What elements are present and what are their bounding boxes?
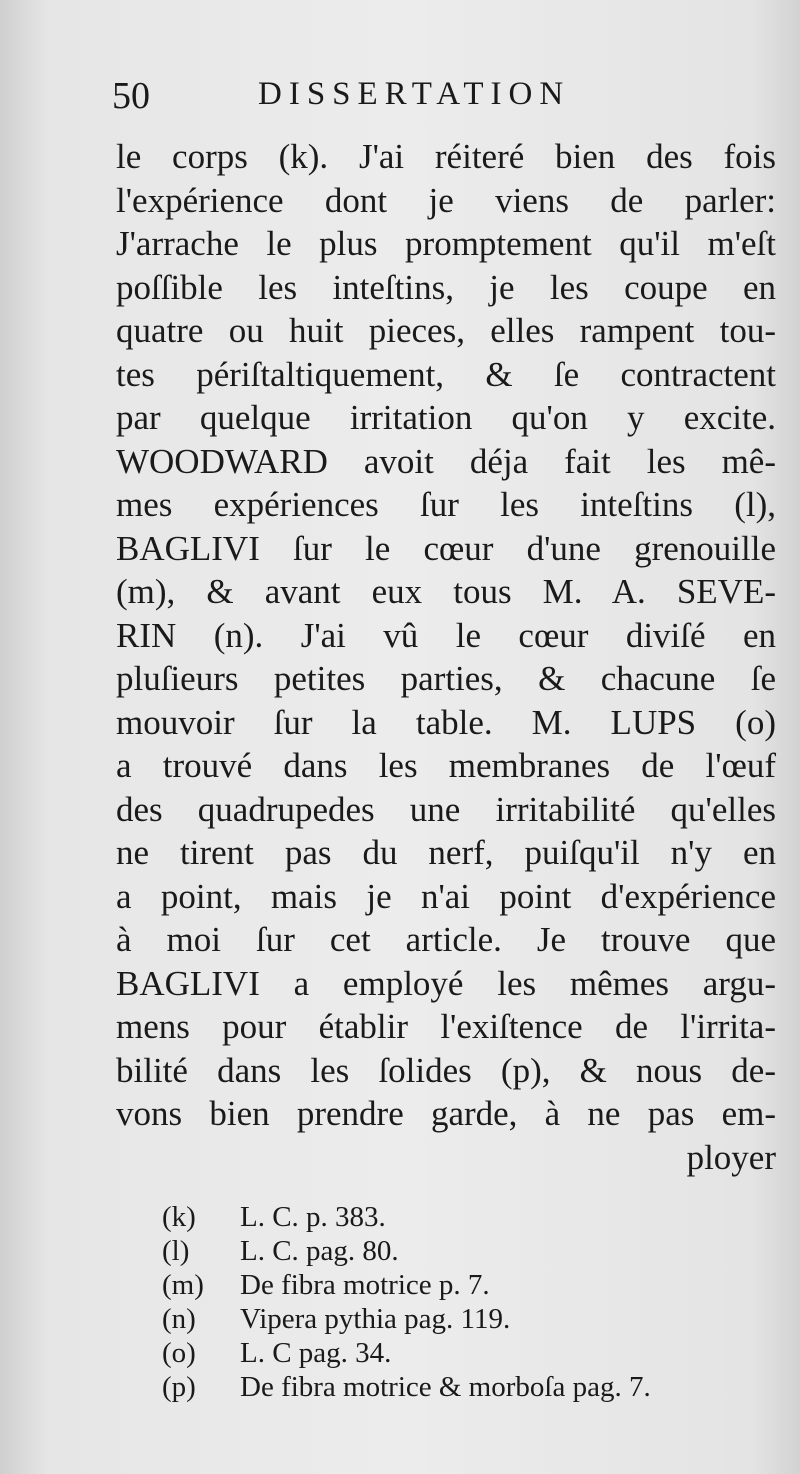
- text-line: WOODWARD avoit déja fait les mê-: [116, 441, 776, 481]
- text-line: à moi ſur cet article. Je trouve que: [116, 920, 776, 959]
- footnote-marker: (p): [162, 1371, 196, 1403]
- running-title: DISSERTATION: [258, 76, 571, 112]
- footnote-marker: (o): [162, 1337, 196, 1369]
- text-line: ployer: [686, 1137, 776, 1177]
- footnote-text: De fibra motrice & morboſa pag. 7.: [240, 1371, 651, 1403]
- footnote-text: L. C pag. 34.: [240, 1337, 392, 1369]
- text-line: mes expériences ſur les inteſtins (l),: [116, 485, 776, 524]
- footnote-text: Vipera pythia pag. 119.: [240, 1303, 511, 1335]
- footnote-marker: (m): [162, 1269, 204, 1301]
- text-line: bilité dans les ſolides (p), & nous de-: [116, 1050, 776, 1090]
- text-line: a point, mais je n'ai point d'expérience: [116, 876, 776, 916]
- footnote-marker: (l): [162, 1235, 190, 1267]
- page-number: 50: [112, 75, 150, 117]
- footnote: [162, 1370, 762, 1404]
- text-line: BAGLIVI a employé les mêmes argu-: [116, 963, 776, 1003]
- text-line: vons bien prendre garde, à ne pas em-: [116, 1094, 776, 1133]
- text-line: par quelque irritation qu'on y excite.: [116, 398, 776, 437]
- footnote: [162, 1302, 762, 1336]
- footnote-marker: (n): [162, 1303, 196, 1335]
- text-line: RIN (n). J'ai vû le cœur diviſé en: [116, 615, 776, 655]
- text-line: l'expérience dont je viens de parler:: [116, 180, 776, 220]
- text-line: (m), & avant eux tous M. A. SEVE-: [116, 572, 776, 611]
- text-line: ne tirent pas du nerf, puiſqu'il n'y en: [116, 833, 776, 872]
- text-line: quatre ou huit pieces, elles rampent tou-: [116, 311, 776, 350]
- text-line: a trouvé dans les membranes de l'œuf: [116, 746, 776, 785]
- footnote-text: L. C. p. 383.: [240, 1201, 386, 1233]
- text-line: pluſieurs petites parties, & chacune ſe: [116, 659, 776, 698]
- text-line: mens pour établir l'exiſtence de l'irrita-: [116, 1007, 776, 1046]
- text-line: BAGLIVI ſur le cœur d'une grenouille: [116, 528, 776, 568]
- footnote: [162, 1234, 762, 1268]
- text-line: le corps (k). J'ai réiteré bien des fois: [116, 137, 776, 176]
- footnotes: [162, 1200, 762, 1404]
- footnote: [162, 1200, 762, 1234]
- text-line: poſſible les inteſtins, je les coupe en: [116, 267, 776, 307]
- body-text: [116, 135, 776, 1179]
- footnote-text: L. C. pag. 80.: [240, 1235, 399, 1267]
- text-line: mouvoir ſur la table. M. LUPS (o): [116, 702, 776, 742]
- footnote-marker: (k): [162, 1201, 196, 1233]
- page-header: [112, 74, 632, 122]
- footnote: [162, 1336, 762, 1370]
- text-line: J'arrache le plus promptement qu'il m'eſt: [116, 224, 776, 263]
- footnote: [162, 1268, 762, 1302]
- text-line: tes périſtaltiquement, & ſe contractent: [116, 354, 776, 394]
- footnote-text: De fibra motrice p. 7.: [240, 1269, 490, 1301]
- text-line: des quadrupedes une irritabilité qu'elles: [116, 789, 776, 829]
